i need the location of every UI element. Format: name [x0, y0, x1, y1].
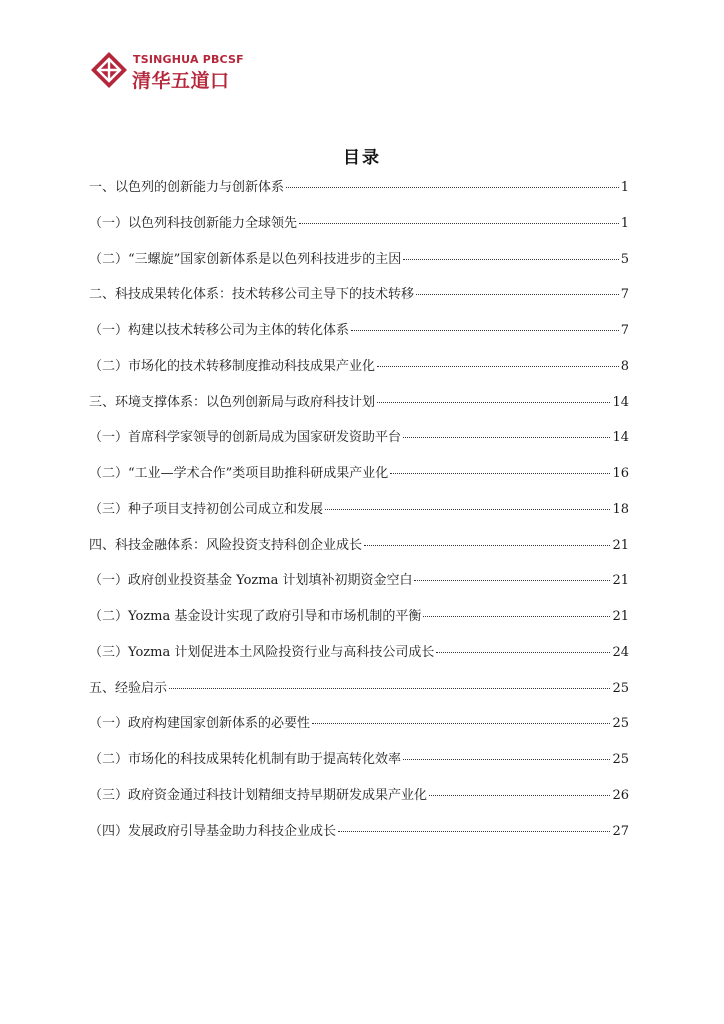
toc-entry-title: 三、环境支撑体系：以色列创新局与政府科技计划 [89, 394, 376, 410]
toc-page-number: 8 [620, 358, 629, 374]
toc-entry-title: （二）市场化的技术转移制度推动科技成果产业化 [89, 358, 376, 374]
toc-entry-title: （三）Yozma 计划促进本土风险投资行业与高科技公司成长 [89, 644, 435, 660]
toc-entry-title: （四）发展政府引导基金助力科技企业成长 [89, 823, 337, 839]
toc-entry[interactable] [89, 641, 629, 665]
toc-page-number: 27 [612, 823, 629, 839]
toc-dot-leader [338, 831, 610, 832]
toc-dot-leader [377, 402, 610, 403]
toc-entry[interactable] [89, 748, 629, 772]
toc-entry-title: （三）政府资金通过科技计划精细支持早期研发成果产业化 [89, 787, 428, 803]
toc-entry-title: （一）政府创业投资基金 Yozma 计划填补初期资金空白 [89, 573, 413, 589]
page-title: 目录 [343, 148, 381, 168]
toc-entry[interactable] [89, 319, 629, 343]
toc-entry[interactable] [89, 355, 629, 379]
toc-entry[interactable] [89, 426, 629, 450]
toc-page-number: 26 [612, 787, 629, 803]
toc-entry[interactable] [89, 498, 629, 522]
toc-entry[interactable] [89, 784, 629, 808]
toc-entry[interactable] [89, 605, 629, 629]
toc-entry[interactable] [89, 283, 629, 307]
toc-entry-title: （二）“工业—学术合作”类项目助推科研成果产业化 [89, 466, 389, 481]
toc-dot-leader [299, 223, 619, 224]
toc-page-number: 7 [620, 323, 629, 338]
tsinghua-logo-icon [89, 50, 129, 90]
toc-entry-title: 二、科技成果转化体系：技术转移公司主导下的技术转移 [89, 287, 415, 303]
toc-dot-leader [403, 259, 618, 260]
toc-entry[interactable] [89, 176, 629, 200]
toc-page-number: 5 [620, 251, 629, 267]
toc-entry-title: （一）构建以技术转移公司为主体的转化体系 [89, 323, 350, 338]
toc-entry-title: 五、经验启示 [89, 680, 168, 696]
toc-entry-title: （一）以色列科技创新能力全球领先 [89, 215, 298, 231]
toc-dot-leader [390, 473, 610, 474]
toc-page-number: 14 [612, 394, 629, 410]
toc-dot-leader [169, 688, 610, 689]
toc-page-number: 21 [612, 609, 629, 624]
toc-entry[interactable] [89, 569, 629, 593]
toc-entry-title: （二）“三螺旋”国家创新体系是以色列科技进步的主因 [89, 251, 402, 267]
toc-dot-leader [377, 366, 619, 367]
toc-entry-title: 一、以色列的创新能力与创新体系 [89, 180, 285, 195]
toc-entry-title: （三）种子项目支持初创公司成立和发展 [89, 501, 324, 517]
toc-entry-title: （一）政府构建国家创新体系的必要性 [89, 716, 311, 732]
toc-dot-leader [429, 795, 610, 796]
toc-page-number: 1 [620, 180, 629, 195]
toc-dot-leader [436, 652, 610, 653]
toc-dot-leader [403, 759, 610, 760]
toc-page-number: 24 [612, 644, 629, 660]
toc-dot-leader [351, 330, 619, 331]
toc-page-number: 21 [612, 573, 629, 589]
toc-entry[interactable] [89, 712, 629, 736]
logo-english-text: TSINGHUA PBCSF [133, 53, 244, 66]
toc-page-number: 21 [612, 537, 629, 553]
toc-dot-leader [403, 437, 610, 438]
toc-entry[interactable] [89, 534, 629, 558]
toc-dot-leader [364, 545, 610, 546]
toc-entry-title: 四、科技金融体系：风险投资支持科创企业成长 [89, 537, 363, 553]
logo-chinese-text: 清华五道口 [132, 70, 230, 92]
toc-entry[interactable] [89, 212, 629, 236]
toc-dot-leader [325, 509, 610, 510]
toc-page-number: 16 [612, 466, 629, 481]
toc-page-number: 18 [612, 501, 629, 517]
toc-entry[interactable] [89, 248, 629, 272]
table-of-contents [89, 176, 629, 855]
toc-dot-leader [286, 187, 619, 188]
toc-dot-leader [414, 580, 610, 581]
toc-dot-leader [312, 723, 610, 724]
toc-page-number: 25 [612, 716, 629, 732]
toc-page-number: 1 [620, 215, 629, 231]
toc-entry[interactable] [89, 391, 629, 415]
toc-page-number: 14 [612, 430, 629, 446]
toc-dot-leader [423, 616, 610, 617]
toc-entry[interactable] [89, 677, 629, 701]
toc-page-number: 7 [620, 287, 629, 303]
toc-page-number: 25 [612, 752, 629, 767]
toc-entry[interactable] [89, 462, 629, 486]
toc-entry-title: （二）Yozma 基金设计实现了政府引导和市场机制的平衡 [89, 609, 422, 624]
toc-entry-title: （二）市场化的科技成果转化机制有助于提高转化效率 [89, 752, 402, 767]
toc-entry-title: （一）首席科学家领导的创新局成为国家研发资助平台 [89, 430, 402, 446]
toc-dot-leader [416, 294, 619, 295]
toc-entry[interactable] [89, 820, 629, 844]
toc-page-number: 25 [612, 680, 629, 696]
